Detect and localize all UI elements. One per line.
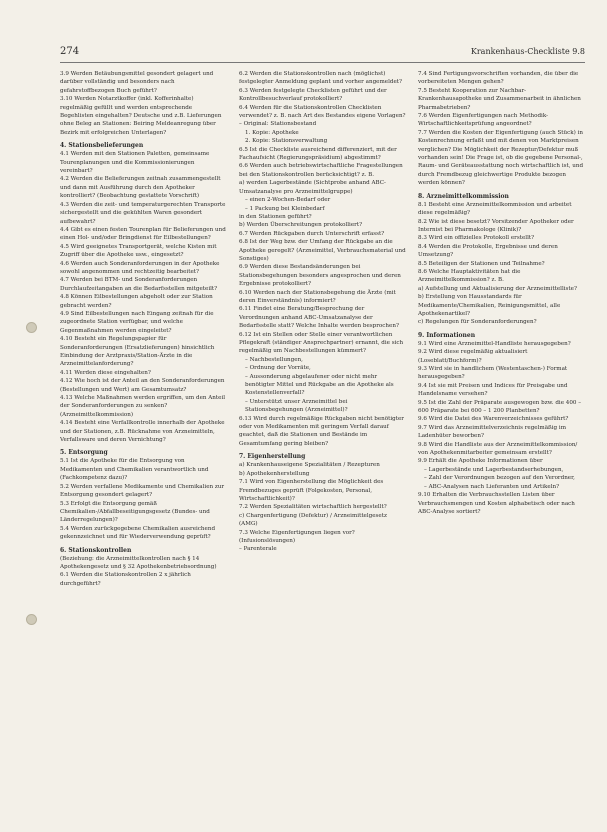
running-head: Krankenhaus-Checkliste 9.8 bbox=[470, 47, 585, 56]
checklist-item: (Beziehung: die Arzneimittelkontrollen nach § 14 Apothekengesetz und § 32 Apothekenbetriebsordnung) bbox=[60, 555, 217, 570]
checklist-item: 6.11 Findet eine Beratung/Besprechung der Verordnungen anhand ABC-Umsatzanalyse der Bedarfsstelle statt? Welche Inhalte werden besprochen? bbox=[239, 306, 399, 330]
checklist-item: 8.5 Beteiligen der Stationen und Teilnahme? bbox=[418, 260, 545, 267]
checklist-item: 4.10 Besteht ein Regelungspapier für Sonderanforderungen (Ersatzlieferungen) hinsichtlich Einbindung der Arztpraxis/Station-Ärzte in die Arzneimittelanforderung? bbox=[60, 336, 215, 368]
checklist-item: – Ordnung der Vorräte, bbox=[245, 365, 311, 372]
checklist-item: 4.3 Werden die zeit- und temperaturgerechten Transporte sichergestellt und die gekühlten Waren gesondert aufbewahrt? bbox=[60, 201, 226, 225]
checklist-item: 8.3 Wird ein offizielles Protokoll erstellt? bbox=[418, 235, 535, 242]
checklist-item: 9.3 Wird sie in handlichem (Westentaschen-) Format herausgegeben? bbox=[418, 366, 568, 381]
section-heading: 9. Informationen bbox=[418, 331, 476, 339]
checklist-item: 1. Kopie: Apotheke bbox=[245, 129, 299, 136]
checklist-item: 7.3 Welche Eigenfertigungen liegen vor? (Infusionslösungen) bbox=[239, 529, 355, 544]
checklist-item: b) Werden Überschreitungen protokolliert? bbox=[239, 222, 363, 229]
checklist-item: in den Stationen geführt? bbox=[239, 213, 312, 220]
checklist-item: b) Apothekenherstellung bbox=[239, 470, 310, 477]
checklist-item: 5.4 Werden zurückgegebene Chemikalien ausreichend gekennzeichnet und für Wiederverwendung geprüft? bbox=[60, 525, 216, 541]
checklist-item: 8.4 Werden die Protokolle, Ergebnisse und deren Umsetzung? bbox=[418, 243, 558, 259]
checklist-item: 6.4 Werden für die Stationskontrollen Checklisten verwendet? z. B. nach Art des Bestandes eigene Vorlagen? bbox=[239, 104, 406, 120]
checklist-item: 6.3 Werden festgelegte Checklisten geführt und der Kontrollbesuchverlauf protokolliert? bbox=[239, 87, 387, 103]
checklist-item: 9.2 Wird diese regelmäßig aktualisiert (Loseblatt/Buchform)? bbox=[418, 349, 528, 364]
checklist-item: c) Regelungen für Sonderanforderungen? bbox=[418, 319, 537, 326]
checklist-item: – Zahl der Verordnungen bezogen auf den Verordner, bbox=[424, 475, 575, 482]
checklist-item: 3.9 Werden Betäubungsmittel gesondert gelagert und darüber vollständig und besonders nach gefahrstoffbezogen Buch geführt? bbox=[60, 71, 214, 94]
checklist-item: 9.9 Erhält die Apotheke Informationen über bbox=[418, 458, 543, 465]
checklist-item: 6.5 Ist die Checkliste ausreichend differenziert, mit der Fachaufsicht (Regierungspräsidium) abgestimmt? bbox=[239, 146, 397, 162]
checklist-item: 4.13 Welche Maßnahmen werden ergriffen, um den Anteil der Sonderanforderungen zu senken? (Arzneimittelkommission) bbox=[60, 395, 226, 418]
checklist-item: – Unterstützt unser Arzneimittel bei Stationsbegehungen (Arzneimittel)? bbox=[245, 398, 348, 414]
checklist-item: 8.6 Welche Hauptaktivitäten hat die Arzneimittelkommission? z. B. bbox=[418, 268, 521, 284]
checklist-item: 4.9 Sind Eilbestellungen nach Eingang zeitnah für die zugeordnete Station verfügbar, und welche Gegenmaßnahmen werden eingeleitet? bbox=[60, 310, 214, 334]
checklist-item: – ABC-Analysen nach Lieferanten und Artikeln? bbox=[424, 483, 560, 490]
checklist-item: – einen 2-Wochen-Bedarf oder bbox=[245, 197, 331, 204]
checklist-item: 5.3 Erfolgt die Entsorgung gemäß Chemikalien-/Abfallbeseitigungsgesetz (Bundes- und Länderregelungen)? bbox=[60, 500, 210, 524]
checklist-item: 7.2 Werden Spezialitäten wirtschaftlich hergestellt? bbox=[239, 504, 387, 511]
checklist-item: a) Krankenhauseigene Spezialitäten / Rezepturen bbox=[239, 462, 380, 469]
checklist-item: – Nachbestellungen, bbox=[245, 356, 303, 363]
text-column-left bbox=[60, 70, 227, 826]
checklist-item: 6.10 Werden nach der Stationsbegehung die Ärzte (mit deren Einverständnis) informiert? bbox=[239, 289, 396, 304]
checklist-item: 7.5 Besteht Kooperation zur Nachbar-Krankenhausapotheke und Zusammenarbeit in ähnlichen Pharmabetrieben? bbox=[418, 87, 581, 111]
checklist-item: 4.14 Besteht eine Verfallkontrolle innerhalb der Apotheke und der Stationen, z.B. Rücknahme von Arzneimitteln, Verfallsware und deren Vernichtung? bbox=[60, 420, 225, 444]
checklist-item: 7.6 Werden Eigenfertigungen nach Methodik-Wirtschaftlichkeitsprüfung angeordnet? bbox=[418, 113, 548, 128]
checklist-item: 4.7 Werden bei BTM- und Sonderanforderungen Durchlaufzeitangaben an die Bedarfsstellen mitgeteilt? bbox=[60, 277, 218, 292]
checklist-item: 6.1 Werden die Stationskontrollen 2 x jährlich durchgeführt? bbox=[60, 572, 191, 587]
checklist-item: 6.2 Werden die Stationskontrollen nach (möglichst) festgelegter Anmeldung geplant und vorher angemeldet? bbox=[239, 71, 402, 86]
binder-hole-bottom bbox=[26, 614, 37, 625]
checklist-item: a) Aufstellung und Aktualisierung der Arzneimittelliste? bbox=[418, 285, 577, 292]
section-heading: 8. Arzneimittelkommission bbox=[418, 192, 509, 200]
checklist-item: 6.9 Werden diese Bestandsänderungen bei Stationsbegehungen besonders angesprochen und deren Ergebnisse protokolliert? bbox=[239, 264, 401, 288]
checklist-item: c) Chargenfertigung (Defektur) / Arzneimittelgesetz (AMG) bbox=[239, 512, 387, 528]
checklist-item: 9.5 Ist die Zahl der Präparate ausgewogen bzw. die 400 – 600 Präparate bei 600 – 1 200 Planbetten? bbox=[418, 399, 582, 415]
checklist-item: a) werden Lagerbestände (Sichtprobe anhand ABC-Umsatzanalyse pro Arzneimittelgruppe) bbox=[239, 180, 386, 195]
checklist-item: 8.1 Besteht eine Arzneimittelkommission und arbeitet diese regelmäßig? bbox=[418, 201, 572, 217]
binder-hole-top bbox=[26, 322, 37, 333]
checklist-item: 4.2 Werden die Belieferungen zeitnah zusammengestellt und dann mit Ausführung durch den Apotheker kontrolliert? (Beobachtung gestattete Vorschrift) bbox=[60, 176, 221, 200]
checklist-item: 9.8 Wird die Handliste aus der Arzneimittelkommission/ von Apothekenmitarbeiter gemeinsam erstellt? bbox=[418, 441, 578, 457]
checklist-item: 9.1 Wird eine Arzneimittel-Handliste herausgegeben? bbox=[418, 340, 571, 347]
checklist-item: – Lagerbestände und Lagerbestandserhebungen, bbox=[424, 466, 564, 473]
checklist-item: 9.10 Erhalten die Verbrauchsstellen Listen über Verbrauchsmengen und Kosten alphabetisch oder nach ABC-Analyse sortiert? bbox=[418, 492, 575, 515]
section-heading: 7. Eigenherstellung bbox=[239, 453, 306, 461]
text-columns bbox=[60, 70, 585, 826]
checklist-item: 6.7 Werden Rückgaben durch Unterschrift erfasst? bbox=[239, 230, 385, 237]
checklist-item: 3.10 Werden Notarztkoffer (inkl. Kofferinhalte) regelmäßig gefüllt und werden entsprechende Begehlisten eingehalten? Deutsche und z.B. Lieferungen ohne Beleg an Stationen: Beiring Meldeanregung über Bezirk mit erfolgreichen Unterlagen? bbox=[60, 96, 222, 136]
checklist-item: 9.6 Wird die Datei des Warenverzeichnisses geführt? bbox=[418, 416, 569, 423]
checklist-item: 7.4 Sind Fertigungsvorschriften vorhanden, die über die vorbereiteten Mengen gehen? bbox=[418, 71, 579, 86]
page-header bbox=[60, 46, 585, 63]
checklist-item: 7.7 Werden die Kosten der Eigenfertigung (auch Stück) in Kostenrechnung erfaßt und mit denen von Marktpreisen verglichen? Die Möglichkeit der Rezeptur/Defektur muß vorhanden sein! Die Frage ist, ob die gegebene Personal-, Raum- und Geräteausstattung noch wirtschaftlich ist, und durch Fremdbezug gleichwertige Produkte bezogen werden können? bbox=[418, 129, 584, 187]
text-column-middle bbox=[239, 70, 406, 826]
checklist-item: 4.8 Können Eilbestellungen abgeholt oder zur Station gebracht werden? bbox=[60, 294, 213, 309]
checklist-item: 6.6 Werden auch betriebswirtschaftliche Fragestellungen bei den Stationskontrollen berücksichtigt? z. B. bbox=[239, 163, 403, 178]
checklist-item: 4.12 Wie hoch ist der Anteil an den Sonderanforderungen (Bestellungen und Wert) am Gesamtumsatz? bbox=[60, 378, 225, 393]
section-heading: 4. Stationsbelieferungen bbox=[60, 142, 144, 150]
checklist-item: 2. Kopie: Stationsverwaltung bbox=[245, 138, 328, 145]
checklist-item: – 1 Packung bei Kleinbedarf bbox=[245, 205, 325, 212]
text-column-right bbox=[418, 70, 585, 826]
checklist-item: 6.8 Ist der Weg bzw. der Umfang der Rückgabe an die Apotheke geregelt? (Arzneimittel, Verbrauchsmaterial und Sonstiges) bbox=[239, 239, 406, 262]
checklist-item: 5.2 Werden verfallene Medikamente und Chemikalien zur Entsorgung gesondert gelagert? bbox=[60, 483, 225, 499]
checklist-item: 4.1 Werden mit den Stationen Paletten, gemeinsame Tourenplanungen und die Kommissionierungen vereinbart? bbox=[60, 151, 210, 175]
checklist-item: 4.11 Werden diese eingehalten? bbox=[60, 369, 151, 376]
checklist-item: b) Erstellung von Hausstandards für Medikamente/Chemikalien, Reinigungsmittel, alle Apothekenartikel? bbox=[418, 294, 561, 317]
checklist-item: – Original: Stationsbestand bbox=[239, 121, 317, 128]
section-heading: 5. Entsorgung bbox=[60, 449, 108, 457]
checklist-item: 4.5 Wird geeignetes Transportgerät, welche Kisten mit Zugriff über die Apotheke usw., eingesetzt? bbox=[60, 243, 217, 259]
checklist-item: 8.2 Wie ist diese besetzt? Vorsitzender Apotheker oder Internist bei Pharmakologe (Klinik)? bbox=[418, 218, 574, 233]
checklist-item: 4.6 Werden auch Sonderanforderungen in der Apotheke sowohl angenommen und rechtzeitig bearbeitet? bbox=[60, 260, 220, 275]
checklist-item: 4.4 Gibt es einen festen Tourenplan für Belieferungen und einen Hol- und/oder Bringdienst für Eilbestellungen? bbox=[60, 226, 226, 242]
checklist-item: – Aussonderung abgelaufener oder nicht mehr benötigter Mittel und Rückgabe an die Apotheke als Kostenstellenverfall? bbox=[245, 373, 394, 397]
checklist-item: 6.13 Wird durch regelmäßige Rückgaben nicht benötigter oder von Medikamenten mit geringem Verfall darauf geachtet, daß die Stationen und Bestände im Gesamtumfang gering bleiben? bbox=[239, 415, 404, 447]
checklist-item: 9.4 Ist sie mit Preisen und Indices für Preisgabe und Handelsname versehen? bbox=[418, 382, 568, 398]
checklist-item: 9.7 Wird das Arzneimittelverzeichnis regelmäßig im Ladenhüter beworben? bbox=[418, 424, 567, 440]
section-heading: 6. Stationskontrollen bbox=[60, 546, 132, 554]
page-number: 274 bbox=[60, 46, 80, 57]
checklist-item: – Parenterale bbox=[239, 546, 277, 553]
checklist-item: 5.1 Ist die Apotheke für die Entsorgung von Medikamenten und Chemikalien verantwortlich und (Fachkompetenz dazu)? bbox=[60, 458, 209, 482]
checklist-item: 7.1 Wird von Eigenherstellung die Möglichkeit des Fremdbezuges geprüft (Folgekosten, Personal, Wirtschaftlichkeit)? bbox=[239, 479, 384, 502]
checklist-item: 6.12 Ist ein Stellen oder Stelle einer verantwortlichen Pflegekraft (ständiger Ansprechpartner) ernannt, die sich regelmäßig um Nachbestellungen kümmert? bbox=[239, 331, 404, 355]
